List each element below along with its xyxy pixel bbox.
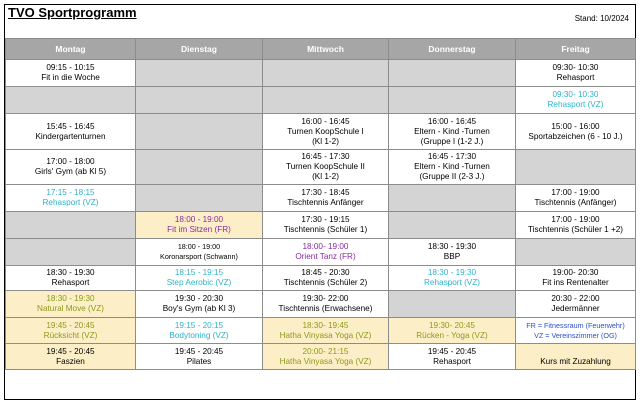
course-slot (6, 185, 136, 212)
course-time: 19:45 - 20:45 (174, 346, 224, 356)
course-name: Rehasport (433, 356, 471, 366)
course-time: 18:30- 19:45 (302, 320, 349, 330)
course-slot (136, 212, 263, 239)
schedule-row (6, 212, 636, 239)
course-slot (6, 150, 136, 185)
empty-slot (6, 212, 136, 239)
course-name: Tischtennis (Erwachsene) (278, 304, 373, 313)
day-header: Donnerstag (389, 39, 516, 60)
course-time: 09:30- 10:30 (552, 90, 599, 99)
empty-slot (6, 239, 136, 266)
course-slot (516, 344, 636, 370)
course-name: VZ = Vereinszimmer (OG) (534, 330, 617, 340)
course-name: Bodytoning (VZ) (169, 330, 229, 340)
empty-slot (389, 87, 516, 114)
course-slot (6, 344, 136, 370)
course-slot (6, 318, 136, 344)
course-name: Rehasport (VZ) (424, 278, 480, 287)
course-time: 18:00 - 19:00 (177, 242, 221, 251)
course-name: Rehasport (556, 73, 595, 82)
course-time: 18:30 - 19:30 (46, 294, 95, 303)
course-name: Eltern - Kind -Turnen (414, 162, 490, 171)
course-time: 19:45 - 20:45 (46, 346, 95, 356)
empty-slot (136, 114, 263, 150)
course-slot (263, 212, 389, 239)
course-time: 19:30 - 20:30 (174, 294, 224, 303)
course-slot (136, 318, 263, 344)
course-name: Kurs mit Zuzahlung (540, 356, 611, 366)
course-name: Tischtennis Anfänger (287, 198, 364, 207)
course-name: Girls' Gym (ab Kl 5) (34, 167, 107, 176)
course-name: Jedermänner (551, 304, 600, 313)
course-slot (263, 291, 389, 318)
course-name: Boy's Gym (ab Kl 3) (162, 304, 236, 313)
course-time: 17:00 - 19:00 (551, 215, 600, 224)
course-slot (263, 239, 389, 266)
course-name: Sportabzeichen (6 - 10 J.) (528, 131, 623, 141)
course-name: Kindergartenturnen (35, 131, 106, 141)
course-slot (516, 60, 636, 87)
course-name: Turnen KoopSchule I (287, 126, 364, 136)
empty-slot (136, 87, 263, 114)
course-time: 19:30- 20:45 (429, 320, 475, 330)
empty-slot (516, 239, 636, 266)
course-time: 17:00 - 19:00 (551, 188, 600, 197)
course-time: 19:00- 20:30 (552, 268, 599, 277)
course-slot (136, 266, 263, 291)
course-time: 15:45 - 16:45 (46, 121, 95, 131)
empty-slot (389, 60, 516, 87)
course-slot (389, 150, 516, 185)
course-slot (516, 114, 636, 150)
course-slot (516, 291, 636, 318)
empty-slot (389, 185, 516, 212)
schedule-body (6, 60, 636, 370)
course-time: 09:30- 10:30 (552, 63, 599, 72)
course-name: Faszien (56, 356, 85, 366)
course-name: Fit in die Woche (41, 73, 100, 82)
course-name: Tischtennis (Schüler 2) (283, 278, 368, 287)
course-time: 16:45 - 17:30 (301, 152, 350, 161)
empty-slot (6, 87, 136, 114)
empty-slot (136, 150, 263, 185)
course-name: Tischtennis (Anfänger) (534, 198, 617, 207)
course-slot (389, 239, 516, 266)
course-name: Turnen KoopSchule II (286, 162, 365, 171)
course-time: 18:15 - 19:15 (174, 268, 224, 277)
day-header: Dienstag (136, 39, 263, 60)
course-time: 17:00 - 18:00 (46, 157, 95, 166)
course-slot (6, 266, 136, 291)
course-name: BBP (443, 252, 461, 261)
empty-slot (263, 60, 389, 87)
course-slot (516, 266, 636, 291)
schedule-row (6, 266, 636, 291)
schedule-row (6, 239, 636, 266)
course-slot (6, 114, 136, 150)
course-time: 15:00 - 16:00 (551, 121, 600, 131)
course-time: FR = Fitnessraum (Feuerwehr) (526, 320, 625, 330)
course-name: Rücksicht (VZ) (43, 330, 98, 340)
course-slot (516, 185, 636, 212)
schedule-row (6, 318, 636, 344)
course-name: Orient Tanz (FR) (295, 252, 356, 261)
course-slot (263, 318, 389, 344)
course-slot (389, 266, 516, 291)
schedule-sheet (4, 4, 636, 400)
course-name: Tischtennis (Schüler 1 +2) (527, 225, 624, 234)
course-time: 16:00 - 16:45 (301, 116, 350, 126)
course-slot (136, 291, 263, 318)
day-header: Montag (6, 39, 136, 60)
course-slot (516, 87, 636, 114)
course-time: 20:30 - 22:00 (551, 294, 600, 303)
course-time: 17:15 - 18:15 (46, 188, 95, 197)
schedule-row (6, 114, 636, 150)
course-time: 09:15 - 10:15 (46, 63, 95, 72)
empty-slot (516, 150, 636, 185)
course-name: Rehasport (51, 278, 90, 287)
course-name: Rehasport (VZ) (547, 100, 604, 109)
course-name: (Kl 1-2) (312, 172, 339, 181)
course-name: Rehasport (VZ) (42, 198, 99, 207)
course-time (516, 347, 635, 357)
course-time: 18:30 - 19:30 (46, 268, 95, 277)
course-time: 19:15 - 20:15 (174, 320, 224, 330)
page-title: TVO Sportprogramm (8, 5, 137, 20)
schedule-row (6, 291, 636, 318)
course-time: 17:30 - 19:15 (301, 215, 350, 224)
course-name: Fit im Sitzen (FR) (167, 225, 231, 234)
schedule-row (6, 87, 636, 114)
course-name: Koronarsport (Schwann) (160, 252, 238, 261)
course-time: 18:00 - 19:00 (174, 215, 224, 224)
course-name: Pilates (186, 356, 212, 366)
course-slot (263, 266, 389, 291)
course-name: (Kl 1-2) (312, 136, 339, 146)
empty-slot (389, 212, 516, 239)
course-name: Fit ins Rentenalter (542, 278, 609, 287)
course-name: Natural Move (VZ) (37, 304, 104, 313)
course-slot (136, 239, 263, 266)
course-slot (6, 291, 136, 318)
course-name: Rücken - Yoga (VZ) (416, 330, 488, 340)
empty-slot (136, 60, 263, 87)
course-time: 18:45 - 20:30 (301, 268, 350, 277)
course-time: 19:30- 22:00 (302, 294, 349, 303)
course-time: 20:00- 21:15 (302, 346, 349, 356)
course-slot (516, 318, 636, 344)
course-slot (389, 344, 516, 370)
course-time: 17:30 - 18:45 (301, 188, 350, 197)
schedule-table (5, 38, 636, 370)
course-name: Hatha Vinyasa Yoga (VZ) (279, 330, 372, 340)
course-time: 16:45 - 17:30 (427, 152, 477, 161)
course-slot (6, 60, 136, 87)
course-name: (Gruppe II (2-3 J.) (419, 172, 485, 181)
course-slot (516, 212, 636, 239)
course-slot (136, 344, 263, 370)
course-name: Hatha Vinyasa Yoga (VZ) (279, 356, 372, 366)
course-time: 18:30 - 19:30 (427, 268, 477, 277)
day-header: Freitag (516, 39, 636, 60)
course-time: 19:45 - 20:45 (427, 346, 477, 356)
empty-slot (389, 291, 516, 318)
course-slot (263, 114, 389, 150)
course-slot (263, 185, 389, 212)
title-bar (5, 5, 635, 39)
course-name: Step Aerobic (VZ) (166, 278, 232, 287)
day-header: Mittwoch (263, 39, 389, 60)
course-name: Tischtennis (Schüler 1) (283, 225, 368, 234)
schedule-row (6, 185, 636, 212)
schedule-row (6, 150, 636, 185)
course-time: 18:00- 19:00 (302, 242, 349, 251)
course-slot (263, 344, 389, 370)
course-name: Eltern - Kind -Turnen (414, 126, 490, 136)
day-header-row (6, 39, 636, 60)
empty-slot (263, 87, 389, 114)
schedule-row (6, 344, 636, 370)
stand-date: Stand: 10/2024 (574, 14, 629, 23)
schedule-row (6, 60, 636, 87)
course-slot (263, 150, 389, 185)
course-time: 19:45 - 20:45 (46, 320, 95, 330)
course-time: 16:00 - 16:45 (427, 116, 477, 126)
course-slot (389, 318, 516, 344)
empty-slot (136, 185, 263, 212)
course-name: (Gruppe I (1-2 J.) (420, 136, 484, 146)
course-time: 18:30 - 19:30 (427, 242, 477, 251)
course-slot (389, 114, 516, 150)
